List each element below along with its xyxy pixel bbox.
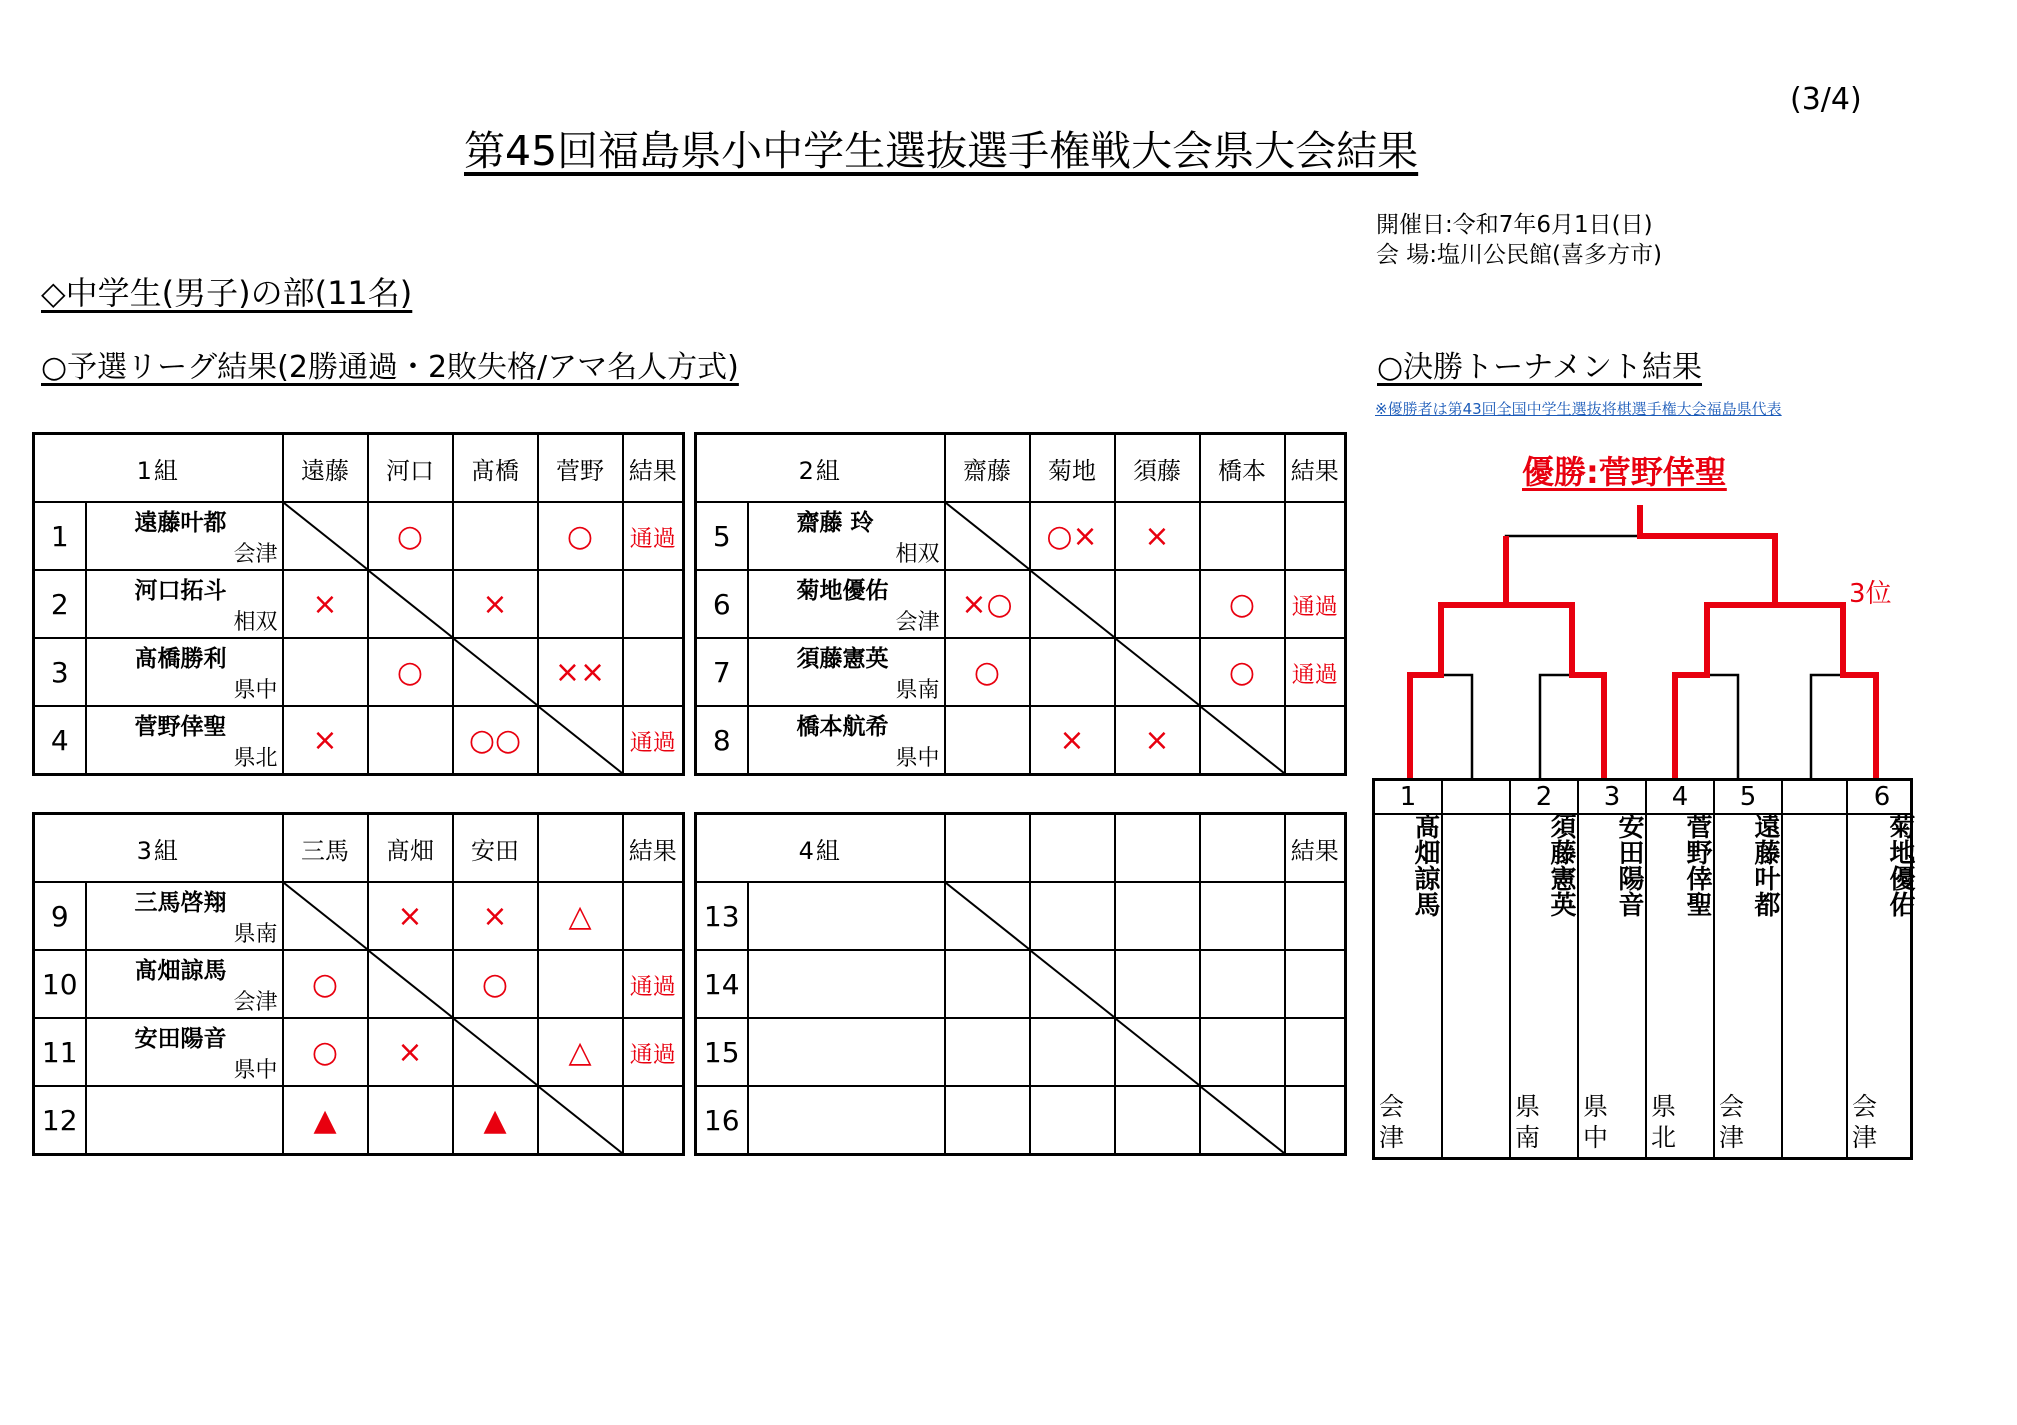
- qualification-result: [1285, 502, 1346, 570]
- player-number: 2: [34, 570, 86, 638]
- match-result-cell: [945, 1086, 1030, 1155]
- player-name: 髙畑諒馬: [134, 958, 227, 984]
- bracket-slot: [1375, 781, 1443, 1157]
- result-header: 結果: [1285, 434, 1346, 503]
- opponent-header: [1200, 814, 1285, 883]
- winner-path: [1410, 536, 1506, 780]
- match-result-cell: [1030, 1018, 1115, 1086]
- bracket-player-name: 須藤憲英: [1546, 813, 1576, 917]
- player-affiliation: 会津: [233, 990, 278, 1015]
- qualification-result: 通過: [1285, 638, 1346, 706]
- player-cell: [86, 950, 283, 1018]
- diagonal-line: [369, 571, 452, 637]
- match-mark: ○: [973, 654, 1001, 690]
- diagonal-line: [1031, 951, 1114, 1017]
- match-mark: ○: [311, 1034, 339, 1070]
- diagonal-line: [539, 707, 622, 773]
- bracket-line: [1811, 675, 1876, 780]
- match-result-cell: [283, 1086, 368, 1155]
- opponent-header: 須藤: [1115, 434, 1200, 503]
- match-result-cell: [538, 882, 623, 950]
- player-row: [34, 570, 684, 638]
- match-mark: ▲: [483, 1102, 507, 1138]
- player-cell: [748, 570, 945, 638]
- page-number: (3/4): [1790, 82, 1862, 117]
- player-number: 14: [696, 950, 748, 1018]
- match-result-cell: [1115, 502, 1200, 570]
- group-name: 2組: [696, 434, 945, 503]
- opponent-header: 齋藤: [945, 434, 1030, 503]
- diagonal-line: [454, 639, 537, 705]
- diagonal-line: [284, 503, 367, 569]
- match-result-cell: [368, 502, 453, 570]
- player-row: [696, 502, 1346, 570]
- player-cell: [748, 950, 945, 1018]
- player-number: 12: [34, 1086, 86, 1155]
- tournament-bracket-lines: [1372, 500, 1912, 790]
- match-result-cell: [453, 502, 538, 570]
- player-cell: [748, 1086, 945, 1155]
- player-number: 3: [34, 638, 86, 706]
- match-result-cell: [945, 706, 1030, 775]
- qualification-result: 通過: [623, 502, 684, 570]
- diagonal-line: [1116, 1019, 1199, 1085]
- player-cell: [748, 882, 945, 950]
- player-name: 三馬啓翔: [134, 890, 227, 916]
- player-name: 河口拓斗: [134, 578, 227, 604]
- player-name: 遠藤叶都: [134, 510, 227, 536]
- match-mark: ○: [1228, 654, 1256, 690]
- match-result-cell: [1030, 502, 1115, 570]
- diagonal-line: [284, 883, 367, 949]
- player-cell: [86, 570, 283, 638]
- match-mark: ×: [397, 1034, 423, 1070]
- match-result-cell: [368, 638, 453, 706]
- player-affiliation: 県中: [895, 746, 940, 771]
- opponent-header: 河口: [368, 434, 453, 503]
- match-result-cell: [1115, 882, 1200, 950]
- bracket-slot: [1579, 781, 1647, 1157]
- player-affiliation: 県北: [233, 746, 278, 771]
- diagonal-cell: [1030, 950, 1115, 1018]
- match-result-cell: [453, 950, 538, 1018]
- bracket-line: [1441, 605, 1572, 675]
- group-name: 3組: [34, 814, 283, 883]
- match-mark: ×: [312, 722, 338, 758]
- match-result-cell: [453, 706, 538, 775]
- tournament-note-link[interactable]: ※優勝者は第43回全国中学生選抜将棋選手権大会福島県代表: [1375, 400, 1782, 418]
- match-result-cell: [538, 950, 623, 1018]
- league-table-group-1: [32, 432, 685, 776]
- player-row: [696, 950, 1346, 1018]
- bracket-player-affiliation: 県北: [1651, 1092, 1677, 1152]
- opponent-header: [945, 814, 1030, 883]
- opponent-header: [538, 814, 623, 883]
- diagonal-cell: [368, 570, 453, 638]
- match-result-cell: [538, 502, 623, 570]
- winner-path: [1640, 505, 1775, 780]
- opponent-header: 髙畑: [368, 814, 453, 883]
- player-number: 8: [696, 706, 748, 775]
- match-result-cell: [1200, 502, 1285, 570]
- player-affiliation: 県南: [895, 678, 940, 703]
- match-mark: ○: [311, 966, 339, 1002]
- player-row: [34, 882, 684, 950]
- match-mark: ××: [554, 654, 606, 690]
- player-cell: [86, 638, 283, 706]
- match-result-cell: [1200, 570, 1285, 638]
- diagonal-line: [1116, 639, 1199, 705]
- event-venue: 会 場:塩川公民館(喜多方市): [1376, 242, 1663, 268]
- match-mark: ×: [312, 586, 338, 622]
- bracket-line: [1506, 536, 1775, 605]
- match-result-cell: [1030, 706, 1115, 775]
- winner-path: [1775, 605, 1876, 780]
- opponent-header: [1115, 814, 1200, 883]
- match-result-cell: [538, 570, 623, 638]
- match-result-cell: [945, 570, 1030, 638]
- player-name: 須藤憲英: [796, 646, 889, 672]
- player-row: [34, 950, 684, 1018]
- player-row: [696, 638, 1346, 706]
- player-affiliation: 県中: [233, 678, 278, 703]
- match-result-cell: [1200, 638, 1285, 706]
- qualification-result: [623, 570, 684, 638]
- match-result-cell: [945, 638, 1030, 706]
- player-row: [34, 1018, 684, 1086]
- match-result-cell: [1200, 1018, 1285, 1086]
- bracket-seed: 2: [1535, 782, 1553, 812]
- result-header: 結果: [623, 434, 684, 503]
- qualification-result: 通過: [1285, 570, 1346, 638]
- player-number: 9: [34, 882, 86, 950]
- player-cell: [748, 706, 945, 775]
- opponent-header: 三馬: [283, 814, 368, 883]
- opponent-header: 髙橋: [453, 434, 538, 503]
- diagonal-cell: [945, 502, 1030, 570]
- bracket-line: [1410, 675, 1472, 780]
- match-result-cell: [368, 1018, 453, 1086]
- player-cell: [86, 706, 283, 775]
- match-result-cell: [945, 950, 1030, 1018]
- bracket-seed-divider: [1375, 813, 1910, 815]
- diagonal-line: [1201, 707, 1284, 773]
- qualification-result: [1285, 706, 1346, 775]
- match-result-cell: [453, 570, 538, 638]
- qualification-result: 通過: [623, 706, 684, 775]
- match-mark: ×: [482, 586, 508, 622]
- bracket-player-affiliation: 会津: [1852, 1092, 1878, 1152]
- diagonal-cell: [453, 1018, 538, 1086]
- opponent-header: 菊地: [1030, 434, 1115, 503]
- opponent-header: 遠藤: [283, 434, 368, 503]
- match-result-cell: [368, 882, 453, 950]
- match-result-cell: [1030, 882, 1115, 950]
- opponent-header: [1030, 814, 1115, 883]
- player-affiliation: 相双: [895, 542, 940, 567]
- match-mark: ○○: [468, 722, 522, 758]
- match-result-cell: [538, 638, 623, 706]
- diagonal-cell: [283, 502, 368, 570]
- match-result-cell: [945, 1018, 1030, 1086]
- bracket-slot: [1443, 781, 1511, 1157]
- player-number: 4: [34, 706, 86, 775]
- player-cell: [748, 502, 945, 570]
- match-mark: ×: [1059, 722, 1085, 758]
- player-name: 菅野倖聖: [134, 714, 227, 740]
- player-affiliation: 相双: [233, 610, 278, 635]
- qualification-result: [1285, 1086, 1346, 1155]
- league-table-group-4: [694, 812, 1347, 1156]
- opponent-header: 菅野: [538, 434, 623, 503]
- match-mark: ×○: [961, 586, 1013, 622]
- player-row: [34, 1086, 684, 1155]
- match-result-cell: [283, 638, 368, 706]
- player-row: [696, 882, 1346, 950]
- result-header: 結果: [1285, 814, 1346, 883]
- match-result-cell: [1200, 950, 1285, 1018]
- match-mark: ○: [1228, 586, 1256, 622]
- match-result-cell: [368, 1086, 453, 1155]
- player-number: 13: [696, 882, 748, 950]
- match-result-cell: [283, 950, 368, 1018]
- match-mark: △: [568, 1034, 592, 1070]
- match-result-cell: [1030, 638, 1115, 706]
- match-mark: ×: [1144, 518, 1170, 554]
- third-place-label: 3位: [1849, 579, 1892, 609]
- match-mark: ×: [397, 898, 423, 934]
- bracket-line: [1675, 675, 1738, 780]
- diagonal-line: [1031, 571, 1114, 637]
- player-row: [696, 1086, 1346, 1155]
- match-result-cell: [283, 706, 368, 775]
- diagonal-line: [946, 883, 1029, 949]
- player-number: 11: [34, 1018, 86, 1086]
- match-result-cell: [453, 1086, 538, 1155]
- player-name: 安田陽音: [134, 1026, 227, 1052]
- player-name: 齋藤 玲: [796, 510, 874, 536]
- qualification-result: [623, 882, 684, 950]
- player-row: [696, 570, 1346, 638]
- diagonal-line: [946, 503, 1029, 569]
- player-number: 5: [696, 502, 748, 570]
- diagonal-cell: [1115, 1018, 1200, 1086]
- player-affiliation: 県中: [233, 1058, 278, 1083]
- match-mark: ○: [396, 654, 424, 690]
- bracket-slot: [1511, 781, 1579, 1157]
- diagonal-cell: [1030, 570, 1115, 638]
- qualification-result: 通過: [623, 1018, 684, 1086]
- player-number: 15: [696, 1018, 748, 1086]
- match-result-cell: [283, 1018, 368, 1086]
- player-name: 橋本航希: [796, 714, 889, 740]
- diagonal-line: [1201, 1087, 1284, 1153]
- player-row: [34, 502, 684, 570]
- qualification-result: [623, 638, 684, 706]
- match-result-cell: [368, 706, 453, 775]
- match-mark: ×: [1144, 722, 1170, 758]
- bracket-name-box: [1372, 778, 1913, 1160]
- player-row: [34, 638, 684, 706]
- bracket-player-name: 遠藤叶都: [1750, 813, 1780, 917]
- diagonal-cell: [283, 882, 368, 950]
- qualification-result: [623, 1086, 684, 1155]
- qualification-result: [1285, 1018, 1346, 1086]
- diagonal-cell: [945, 882, 1030, 950]
- match-result-cell: [1115, 570, 1200, 638]
- player-cell: [748, 1018, 945, 1086]
- match-mark: ×: [482, 898, 508, 934]
- bracket-seed: 4: [1671, 782, 1689, 812]
- match-result-cell: [283, 570, 368, 638]
- match-result-cell: [1115, 706, 1200, 775]
- bracket-player-name: 菅野倖聖: [1682, 813, 1712, 917]
- player-cell: [86, 882, 283, 950]
- bracket-player-name: 安田陽音: [1614, 813, 1644, 917]
- player-row: [696, 706, 1346, 775]
- league-table-group-2: [694, 432, 1347, 776]
- player-cell: [748, 638, 945, 706]
- champion-label: 優勝:菅野倖聖: [1522, 453, 1727, 491]
- player-affiliation: 会津: [233, 542, 278, 567]
- bracket-seed: 6: [1873, 782, 1891, 812]
- bracket-player-affiliation: 会津: [1719, 1092, 1745, 1152]
- player-cell: [86, 502, 283, 570]
- match-mark: ▲: [313, 1102, 337, 1138]
- diagonal-line: [369, 951, 452, 1017]
- diagonal-cell: [1200, 1086, 1285, 1155]
- bracket-seed: 1: [1399, 782, 1417, 812]
- event-meta: [1376, 210, 1662, 270]
- bracket-player-affiliation: 県南: [1515, 1092, 1541, 1152]
- match-result-cell: [1115, 1086, 1200, 1155]
- bracket-seed: 5: [1739, 782, 1757, 812]
- group-name: 1組: [34, 434, 283, 503]
- tournament-title: ○決勝トーナメント結果: [1377, 350, 1702, 385]
- event-date: 開催日:令和7年6月1日(日): [1376, 212, 1653, 238]
- player-number: 6: [696, 570, 748, 638]
- winner-path: [1506, 605, 1604, 780]
- player-name: 髙橋勝利: [134, 646, 227, 672]
- qualification-result: 通過: [623, 950, 684, 1018]
- bracket-player-name: 髙畑諒馬: [1410, 813, 1440, 917]
- opponent-header: 橋本: [1200, 434, 1285, 503]
- player-number: 16: [696, 1086, 748, 1155]
- bracket-slot: [1715, 781, 1783, 1157]
- match-result-cell: [1030, 1086, 1115, 1155]
- diagonal-cell: [538, 1086, 623, 1155]
- player-cell: [86, 1086, 283, 1155]
- player-number: 10: [34, 950, 86, 1018]
- result-header: 結果: [623, 814, 684, 883]
- group-name: 4組: [696, 814, 945, 883]
- league-title: ○予選リーグ結果(2勝通過・2敗失格/アマ名人方式): [41, 350, 739, 385]
- player-affiliation: 県南: [233, 922, 278, 947]
- bracket-slot: [1647, 781, 1715, 1157]
- league-table-group-3: [32, 812, 685, 1156]
- match-mark: △: [568, 898, 592, 934]
- match-result-cell: [1115, 950, 1200, 1018]
- bracket-slot: [1783, 781, 1848, 1157]
- qualification-result: [1285, 950, 1346, 1018]
- player-name: 菊地優佑: [796, 578, 889, 604]
- player-affiliation: 会津: [895, 610, 940, 635]
- player-row: [34, 706, 684, 775]
- player-number: 1: [34, 502, 86, 570]
- page-title: 第45回福島県小中学生選抜選手権戦大会県大会結果: [464, 127, 1419, 175]
- match-mark: ○: [566, 518, 594, 554]
- diagonal-cell: [1200, 706, 1285, 775]
- match-mark: ○×: [1046, 518, 1098, 554]
- opponent-header: 安田: [453, 814, 538, 883]
- match-result-cell: [453, 882, 538, 950]
- match-result-cell: [538, 1018, 623, 1086]
- match-mark: ○: [481, 966, 509, 1002]
- section-title: ◇中学生(男子)の部(11名): [41, 274, 413, 312]
- diagonal-cell: [368, 950, 453, 1018]
- diagonal-line: [539, 1087, 622, 1153]
- bracket-player-affiliation: 県中: [1583, 1092, 1609, 1152]
- qualification-result: [1285, 882, 1346, 950]
- diagonal-cell: [1115, 638, 1200, 706]
- diagonal-cell: [538, 706, 623, 775]
- bracket-slot: [1848, 781, 1916, 1157]
- bracket-seed: 3: [1603, 782, 1621, 812]
- bracket-line: [1707, 605, 1843, 675]
- player-row: [696, 1018, 1346, 1086]
- match-result-cell: [1200, 882, 1285, 950]
- bracket-line: [1540, 675, 1604, 780]
- bracket-player-affiliation: 会津: [1379, 1092, 1405, 1152]
- bracket-player-name: 菊地優佑: [1885, 813, 1915, 917]
- player-number: 7: [696, 638, 748, 706]
- player-cell: [86, 1018, 283, 1086]
- diagonal-line: [454, 1019, 537, 1085]
- match-mark: ○: [396, 518, 424, 554]
- diagonal-cell: [453, 638, 538, 706]
